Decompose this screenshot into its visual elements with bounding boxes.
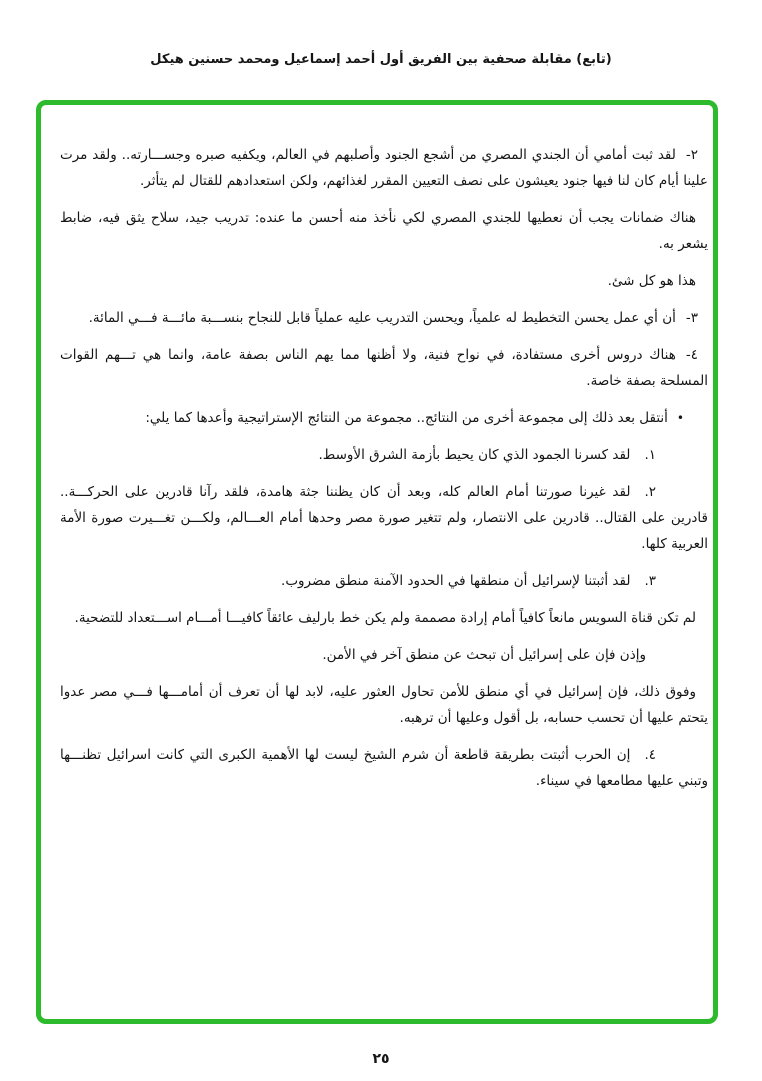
paragraph — [60, 642, 708, 668]
paragraph-text: إن الحرب أثبتت بطريقة قاطعة أن شرم الشيخ ليست لها الأهمية الكبرى التي كانت اسرائيل تظنـــها وتبني عليها مطامعها في سيناء. — [60, 747, 708, 789]
paragraph-text: أن أي عمل يحسن التخطيط له علمياً، ويحسن التدريب عليه عملياً قابل للنجاح بنســـبة مائـــة فـــي المائة. — [88, 310, 676, 326]
list-item — [60, 742, 708, 794]
paragraph-text: لم تكن قناة السويس مانعاً كافياً أمام إرادة مصممة ولم يكن خط بارليف عائقاً كافيـــا أمـــام اســـتعداد للتضحية. — [74, 610, 696, 626]
list-item — [60, 342, 708, 394]
paragraph-text: أنتقل بعد ذلك إلى مجموعة أخرى من النتائج.. مجموعة من النتائج الإستراتيجية وأعدها كما يلي: — [145, 410, 668, 426]
list-marker: ٣- — [685, 310, 698, 326]
list-item — [60, 479, 708, 557]
list-marker: ٢. — [644, 484, 656, 500]
paragraph-text: هناك دروس أخرى مستفادة، في نواح فنية، ولا أظنها مما يهم الناس بصفة عامة، وانما هي تـــهم القوات المسلحة بصفة خاصة. — [60, 347, 708, 389]
list-item — [60, 305, 708, 331]
paragraph-text: وفوق ذلك، فإن إسرائيل في أي منطق للأمن تحاول العثور عليه، لابد لها أن تعرف أن أمامـــها فـــي مصر عدوا يتحتم عليها أن تحسب حسابه، بل أقول وعليها أن ترهبه. — [60, 684, 708, 726]
paragraph-text: لقد كسرنا الجمود الذي كان يحيط بأزمة الشرق الأوسط. — [318, 447, 631, 463]
list-item — [60, 405, 708, 431]
paragraph — [60, 605, 708, 631]
page-number: ٢٥ — [372, 1051, 390, 1067]
paragraph — [60, 679, 708, 731]
paragraph-text: لقد غيرنا صورتنا أمام العالم كله، وبعد أن كان يظننا جثة هامدة، فلقد رآنا قادرين على الحركـــة.. قادرين على القتال.. قادرين على الانتصار، ولم تتغير صورة مصر وحدها أمام العـــالم، ولكـــن تغـــيرت صورة الأمة العربية كلها. — [60, 484, 708, 552]
paragraph-text: هذا هو كل شئ. — [607, 273, 696, 289]
paragraph-text: وإذن فإن على إسرائيل أن تبحث عن منطق آخر في الأمن. — [322, 647, 646, 663]
paragraph — [60, 205, 708, 257]
list-marker: ٤- — [685, 347, 698, 363]
list-marker: ٤. — [644, 747, 656, 763]
list-item — [60, 568, 708, 594]
list-marker: ١. — [644, 447, 656, 463]
list-item — [60, 142, 708, 194]
paragraph-text: هناك ضمانات يجب أن نعطيها للجندي المصري لكي نأخذ منه أحسن ما عنده: تدريب جيد، سلاح يثق فيه، ضابط يشعر به. — [60, 210, 708, 252]
list-marker: ٣. — [644, 573, 656, 589]
list-marker: ٢- — [685, 147, 698, 163]
list-marker: • — [676, 411, 684, 425]
list-item — [60, 442, 708, 468]
paragraph — [60, 268, 708, 294]
page-header-title: (تابع) مقابلة صحفية بين الفريق أول أحمد إسماعيل ومحمد حسنين هيكل — [150, 52, 612, 67]
paragraph-text: لقد ثبت أمامي أن الجندي المصري من أشجع الجنود وأصلبهم في العالم، ويكفيه صبره وجســـارته.. ولقد مرت علينا أيام كان لنا فيها جنود يعيشون على نصف التعيين المقرر لغذائهم، ولكن استعدادهم للقتال لم يتأثر. — [60, 147, 708, 189]
paragraph-text: لقد أثبتنا لإسرائيل أن منطقها في الحدود الآمنة منطق مضروب. — [281, 573, 631, 589]
document-body — [60, 142, 708, 805]
